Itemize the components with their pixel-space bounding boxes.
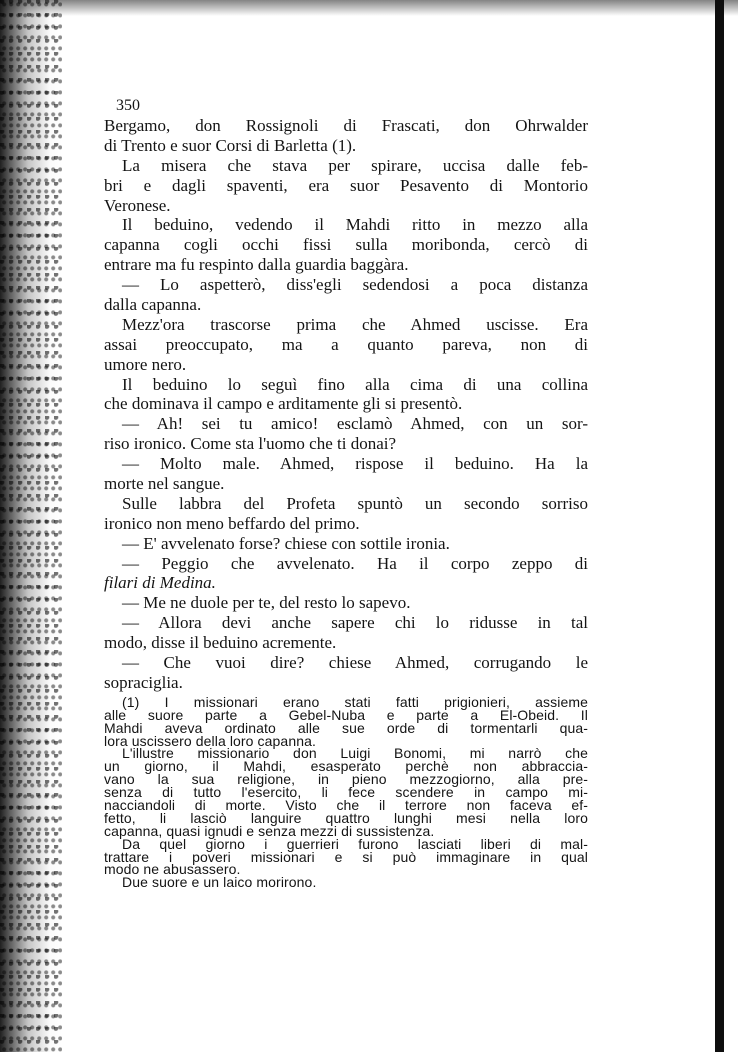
text-line: filari di Medina. bbox=[104, 573, 216, 593]
text-line: — Molto male. Ahmed, rispose il beduino. Ha la bbox=[122, 454, 588, 474]
text-line: assai preoccupato, ma a quanto pareva, non di bbox=[104, 334, 588, 354]
text-line: Il beduino lo seguì fino alla cima di una collina bbox=[122, 374, 588, 394]
footnote-line: capanna, quasi ignudi e senza mezzi di sussistenza. bbox=[104, 822, 435, 839]
book-page bbox=[104, 96, 588, 889]
footnote-line: nacciandoli di morte. Visto che il terrore non faceva ef- bbox=[104, 796, 588, 813]
text-line: — Lo aspetterò, diss'egli sedendosi a poca distanza bbox=[122, 275, 588, 295]
text-line: ironico non meno beffardo del primo. bbox=[104, 513, 360, 533]
text-line: bri e dagli spaventi, era suor Pesavento di Montorio bbox=[104, 175, 588, 195]
body-text bbox=[104, 116, 588, 693]
text-line: Mezz'ora trascorse prima che Ahmed uscisse. Era bbox=[122, 314, 588, 334]
text-line: La misera che stava per spirare, uccisa dalle feb- bbox=[122, 155, 588, 175]
text-line: modo, disse il beduino acremente. bbox=[104, 633, 337, 653]
page-number: 350 bbox=[116, 97, 140, 114]
text-line: Bergamo, don Rossignoli di Frascati, don Ohrwalder bbox=[104, 116, 588, 135]
text-line: — E' avvelenato forse? chiese con sottile ironia. bbox=[122, 533, 450, 553]
scan-right-edge bbox=[715, 0, 724, 1052]
text-line: dalla capanna. bbox=[104, 295, 202, 315]
text-line: — Allora devi anche sapere chi lo ridusse in tal bbox=[122, 613, 588, 633]
text-line: morte nel sangue. bbox=[104, 474, 225, 494]
footnote-line: modo ne abusassero. bbox=[104, 861, 241, 878]
text-line: Il beduino, vedendo il Mahdi ritto in mezzo alla bbox=[122, 215, 588, 235]
text-line: Veronese. bbox=[104, 195, 171, 215]
footnote-line: lora uscissero della loro capanna. bbox=[104, 732, 316, 749]
footnote-line: Mahdi aveva ordinato alle sue orde di tormentarli qua- bbox=[104, 719, 588, 736]
footnote-line: alle suore parte a Gebel-Nuba e parte a El-Obeid. Il bbox=[104, 706, 588, 723]
text-line: entrare ma fu respinto dalla guardia baggàra. bbox=[104, 255, 409, 275]
footnote-line: Da quel giorno i guerrieri furono lasciati liberi di mal- bbox=[122, 835, 588, 852]
footnote bbox=[104, 693, 588, 891]
footnote-line: L'illustre missionario don Luigi Bonomi, mi narrò che bbox=[122, 745, 588, 762]
scan-binding-shadow bbox=[0, 0, 62, 1052]
text-line: riso ironico. Come sta l'uomo che ti donai? bbox=[104, 434, 397, 454]
footnote-line: fetto, li lasciò languire quattro lunghi mesi nella loro bbox=[104, 809, 588, 826]
footnote-line: (1) I missionari erano stati fatti prigionieri, assieme bbox=[122, 693, 588, 710]
text-line: umore nero. bbox=[104, 354, 187, 374]
footnote-line: vano la sua religione, in pieno mezzogiorno, alla pre- bbox=[104, 771, 588, 788]
text-line: di Trento e suor Corsi di Barletta (1). bbox=[104, 135, 357, 155]
footnote-line: trattare i poveri missionari e si può immaginare in qual bbox=[104, 848, 588, 865]
text-line: — Peggio che avvelenato. Ha il corpo zeppo di bbox=[122, 553, 588, 573]
footnote-line: Due suore e un laico morirono. bbox=[122, 874, 317, 891]
text-line: — Me ne duole per te, del resto lo sapevo. bbox=[122, 593, 411, 613]
text-line: sopraciglia. bbox=[104, 672, 183, 692]
footnote-line: senza di tutto l'esercito, li fece scendere in campo mi- bbox=[104, 784, 588, 801]
text-line: — Ah! sei tu amico! esclamò Ahmed, con un sor- bbox=[122, 414, 588, 434]
scan-top-shadow bbox=[0, 0, 738, 16]
text-line: capanna cogli occhi fissi sulla moribonda, cercò di bbox=[104, 235, 588, 255]
text-line: che dominava il campo e arditamente gli si presentò. bbox=[104, 394, 463, 414]
text-line: Sulle labbra del Profeta spuntò un secondo sorriso bbox=[122, 493, 588, 513]
footnote-line: un giorno, il Mahdi, esasperato perchè non abbraccia- bbox=[104, 758, 588, 775]
text-line: — Che vuoi dire? chiese Ahmed, corrugando le bbox=[122, 653, 588, 673]
